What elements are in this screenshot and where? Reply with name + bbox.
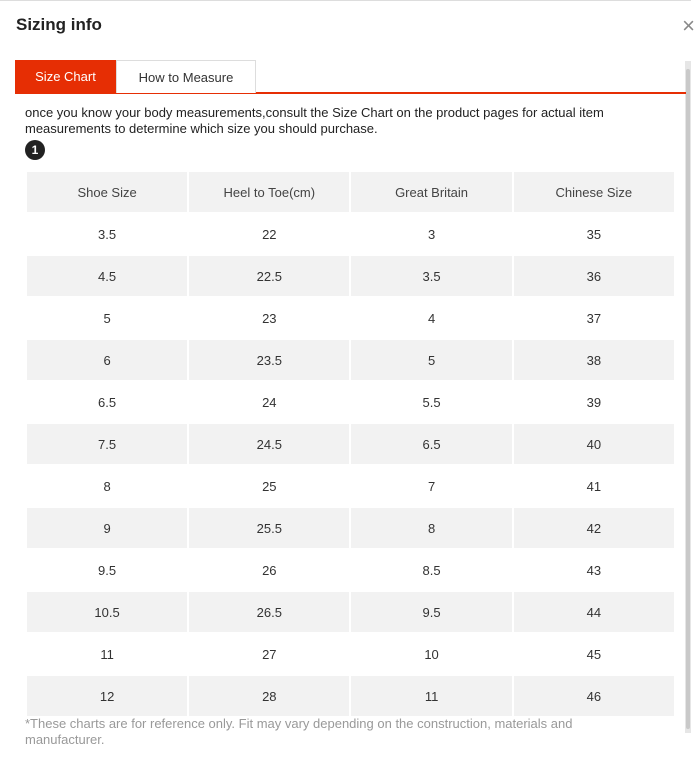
table-cell: 7.5 (27, 424, 187, 464)
step-number-badge: 1 (25, 140, 45, 160)
table-cell: 8 (351, 508, 511, 548)
table-cell: 9.5 (351, 592, 511, 632)
table-cell: 12 (27, 676, 187, 716)
table-cell: 27 (262, 646, 277, 662)
table-cell: 23 (262, 310, 277, 326)
table-row (27, 592, 674, 632)
table-cell: 4.5 (27, 256, 187, 296)
column-header: Shoe Size (27, 172, 187, 212)
table-row (27, 382, 674, 422)
table-row (27, 676, 674, 716)
table-cell: 25 (262, 478, 277, 494)
table-cell: 35 (586, 226, 602, 242)
table-header-row (27, 172, 674, 212)
table-cell: 24.5 (189, 424, 349, 464)
table-cell: 23.5 (189, 340, 349, 380)
table-cell: 22 (262, 226, 277, 242)
table-row (27, 424, 674, 464)
table-cell: 6.5 (98, 394, 117, 410)
table-cell: 5.5 (422, 394, 441, 410)
table-cell: 6 (27, 340, 187, 380)
table-cell: 46 (514, 676, 674, 716)
table-cell: 26.5 (189, 592, 349, 632)
table-row (27, 466, 674, 506)
column-header: Great Britain (351, 172, 511, 212)
table-cell: 11 (351, 676, 511, 716)
tab-size-chart[interactable]: Size Chart (15, 60, 116, 93)
table-body (27, 214, 674, 716)
table-cell: 10.5 (27, 592, 187, 632)
table-cell: 7 (427, 478, 436, 494)
table-row (27, 298, 674, 338)
column-header: Chinese Size (514, 172, 674, 212)
dialog-title: Sizing info (16, 15, 102, 34)
table-cell: 4 (427, 310, 436, 326)
table-cell: 3 (427, 226, 436, 242)
scrollbar[interactable] (685, 61, 691, 733)
table-cell: 36 (514, 256, 674, 296)
table-cell: 3.5 (351, 256, 511, 296)
table-cell: 5 (351, 340, 511, 380)
table-cell: 9.5 (98, 562, 117, 578)
table-row (27, 214, 674, 254)
size-chart-table (25, 170, 676, 718)
table-cell: 45 (586, 646, 602, 662)
table-cell: 5 (103, 310, 111, 326)
table-cell: 44 (514, 592, 674, 632)
table-row (27, 340, 674, 380)
tab-how-to-measure[interactable]: How to Measure (116, 60, 256, 93)
table-cell: 3.5 (98, 226, 117, 242)
table-cell: 11 (100, 646, 114, 662)
table-cell: 28 (189, 676, 349, 716)
table-cell: 6.5 (351, 424, 511, 464)
table-row (27, 550, 674, 590)
table-cell: 9 (27, 508, 187, 548)
table-row (27, 508, 674, 548)
table-cell: 22.5 (189, 256, 349, 296)
table-row (27, 256, 674, 296)
table-row (27, 634, 674, 674)
close-icon[interactable]: × (682, 13, 695, 38)
tab-bar (15, 60, 686, 94)
table-cell: 43 (586, 562, 602, 578)
table-cell: 39 (586, 394, 602, 410)
table-cell: 24 (262, 394, 277, 410)
column-header: Heel to Toe(cm) (189, 172, 349, 212)
table-cell: 37 (586, 310, 602, 326)
table-cell: 40 (514, 424, 674, 464)
table-cell: 10 (424, 646, 439, 662)
table-cell: 38 (514, 340, 674, 380)
table-cell: 26 (262, 562, 277, 578)
table-cell: 25.5 (189, 508, 349, 548)
scrollbar-thumb[interactable] (686, 69, 690, 729)
intro-text: once you know your body measurements,consult the Size Chart on the product pages for actual item measurements to determine which size you should purchase. (25, 105, 604, 136)
table-cell: 42 (514, 508, 674, 548)
table-cell: 8 (103, 478, 111, 494)
table-cell: 8.5 (422, 562, 441, 578)
table-cell: 41 (586, 478, 602, 494)
footnote: *These charts are for reference only. Fit may vary depending on the construction, materials and manufacturer. (25, 716, 573, 747)
